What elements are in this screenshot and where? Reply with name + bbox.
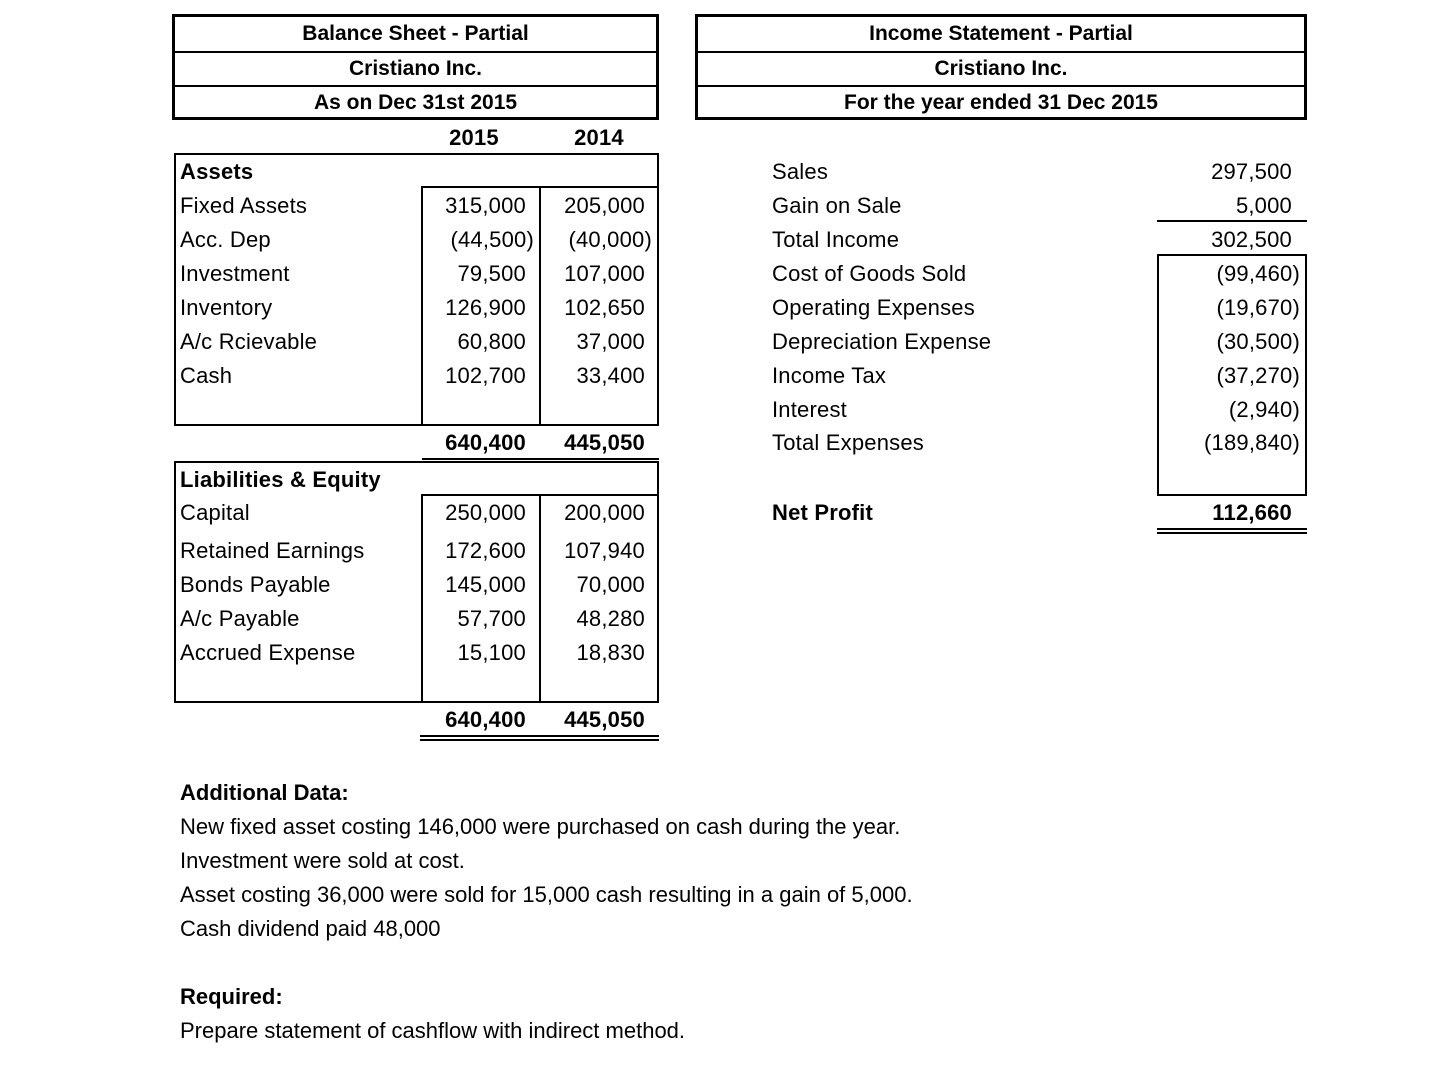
asset-value-2015: (44,500) xyxy=(450,227,534,252)
assets-total-underline xyxy=(422,458,659,460)
liability-value-2015: 145,000 xyxy=(445,572,526,597)
net-profit-value: 112,660 xyxy=(1212,500,1292,525)
additional-data-line: Investment were sold at cost. xyxy=(180,848,465,873)
net-profit-double-underline-2 xyxy=(1157,532,1307,534)
income-label: Total Expenses xyxy=(772,430,924,455)
income-statement-header xyxy=(695,14,1307,120)
assets-heading: Assets xyxy=(180,159,254,184)
asset-label: A/c Rcievable xyxy=(180,329,318,354)
income-label: Cost of Goods Sold xyxy=(772,261,967,286)
assets-col-divider-left xyxy=(421,186,423,426)
liability-value-2015: 15,100 xyxy=(457,640,526,665)
liab-total-double-underline-2 xyxy=(420,739,659,741)
additional-data-line: Cash dividend paid 48,000 xyxy=(180,916,441,941)
assets-col-divider-mid xyxy=(539,186,541,426)
liabilities-heading: Liabilities & Equity xyxy=(180,467,381,492)
liab-col-divider-mid xyxy=(539,494,541,703)
liability-value-2014: 200,000 xyxy=(564,500,645,525)
income-value: (37,270) xyxy=(1216,363,1300,388)
asset-value-2015: 102,700 xyxy=(445,363,526,388)
income-statement-title: Income Statement - Partial xyxy=(869,22,1133,45)
income-label: Gain on Sale xyxy=(772,193,902,218)
balance-sheet-company: Cristiano Inc. xyxy=(175,51,656,85)
balance-sheet-title: Balance Sheet - Partial xyxy=(302,22,529,45)
column-header-2014: 2014 xyxy=(574,125,624,150)
income-value: 5,000 xyxy=(1235,193,1292,218)
asset-value-2014: 107,000 xyxy=(564,261,645,286)
gain-underline xyxy=(1157,220,1307,222)
liability-label: Retained Earnings xyxy=(180,538,365,563)
income-label: Depreciation Expense xyxy=(772,329,992,354)
asset-value-2015: 315,000 xyxy=(445,193,526,218)
income-label: Operating Expenses xyxy=(772,295,975,320)
required-text: Prepare statement of cashflow with indirect method. xyxy=(180,1018,686,1043)
income-label: Interest xyxy=(772,397,847,422)
income-value: (30,500) xyxy=(1216,329,1300,354)
income-statement-company: Cristiano Inc. xyxy=(698,51,1304,85)
additional-data-heading: Additional Data: xyxy=(180,780,349,805)
income-label: Sales xyxy=(772,159,829,184)
liabilities-total-2014: 445,050 xyxy=(564,707,645,732)
income-statement-period: For the year ended 31 Dec 2015 xyxy=(698,85,1304,119)
liability-label: A/c Payable xyxy=(180,606,300,631)
column-header-2015: 2015 xyxy=(449,125,499,150)
income-value: (99,460) xyxy=(1216,261,1300,286)
liability-label: Bonds Payable xyxy=(180,572,331,597)
asset-value-2014: 33,400 xyxy=(576,363,645,388)
liability-value-2014: 48,280 xyxy=(576,606,645,631)
liab-col-divider-left xyxy=(421,494,423,703)
required-heading: Required: xyxy=(180,984,283,1009)
income-value: (189,840) xyxy=(1204,430,1300,455)
asset-label: Fixed Assets xyxy=(180,193,308,218)
liability-value-2015: 172,600 xyxy=(445,538,526,563)
asset-value-2015: 79,500 xyxy=(457,261,526,286)
liability-label: Capital xyxy=(180,500,250,525)
asset-label: Investment xyxy=(180,261,290,286)
additional-data-line: New fixed asset costing 146,000 were purchased on cash during the year. xyxy=(180,814,901,839)
spacer xyxy=(180,946,913,980)
liab-total-double-underline-1 xyxy=(420,735,659,737)
expenses-box xyxy=(1157,254,1307,496)
additional-data-line: Asset costing 36,000 were sold for 15,000 cash resulting in a gain of 5,000. xyxy=(180,882,913,907)
income-label: Income Tax xyxy=(772,363,887,388)
liability-value-2014: 18,830 xyxy=(576,640,645,665)
balance-sheet-header xyxy=(172,14,659,120)
asset-label: Inventory xyxy=(180,295,273,320)
income-value: (19,670) xyxy=(1216,295,1300,320)
liability-value-2014: 70,000 xyxy=(576,572,645,597)
asset-value-2014: 37,000 xyxy=(576,329,645,354)
additional-notes xyxy=(180,776,913,1048)
net-profit-label: Net Profit xyxy=(772,500,873,525)
liability-label: Accrued Expense xyxy=(180,640,356,665)
liabilities-total-2015: 640,400 xyxy=(445,707,526,732)
assets-total-2015: 640,400 xyxy=(445,430,526,455)
asset-value-2015: 60,800 xyxy=(457,329,526,354)
asset-label: Cash xyxy=(180,363,233,388)
asset-value-2015: 126,900 xyxy=(445,295,526,320)
net-profit-double-underline-1 xyxy=(1157,528,1307,530)
income-value: 302,500 xyxy=(1211,227,1292,252)
income-value: (2,940) xyxy=(1228,397,1300,422)
liability-value-2015: 250,000 xyxy=(445,500,526,525)
asset-value-2014: (40,000) xyxy=(568,227,652,252)
liability-value-2014: 107,940 xyxy=(564,538,645,563)
asset-value-2014: 102,650 xyxy=(564,295,645,320)
asset-label: Acc. Dep xyxy=(180,227,271,252)
balance-sheet-date: As on Dec 31st 2015 xyxy=(175,85,656,119)
income-value: 297,500 xyxy=(1211,159,1292,184)
asset-value-2014: 205,000 xyxy=(564,193,645,218)
assets-total-2014: 445,050 xyxy=(564,430,645,455)
liability-value-2015: 57,700 xyxy=(457,606,526,631)
income-label: Total Income xyxy=(772,227,900,252)
